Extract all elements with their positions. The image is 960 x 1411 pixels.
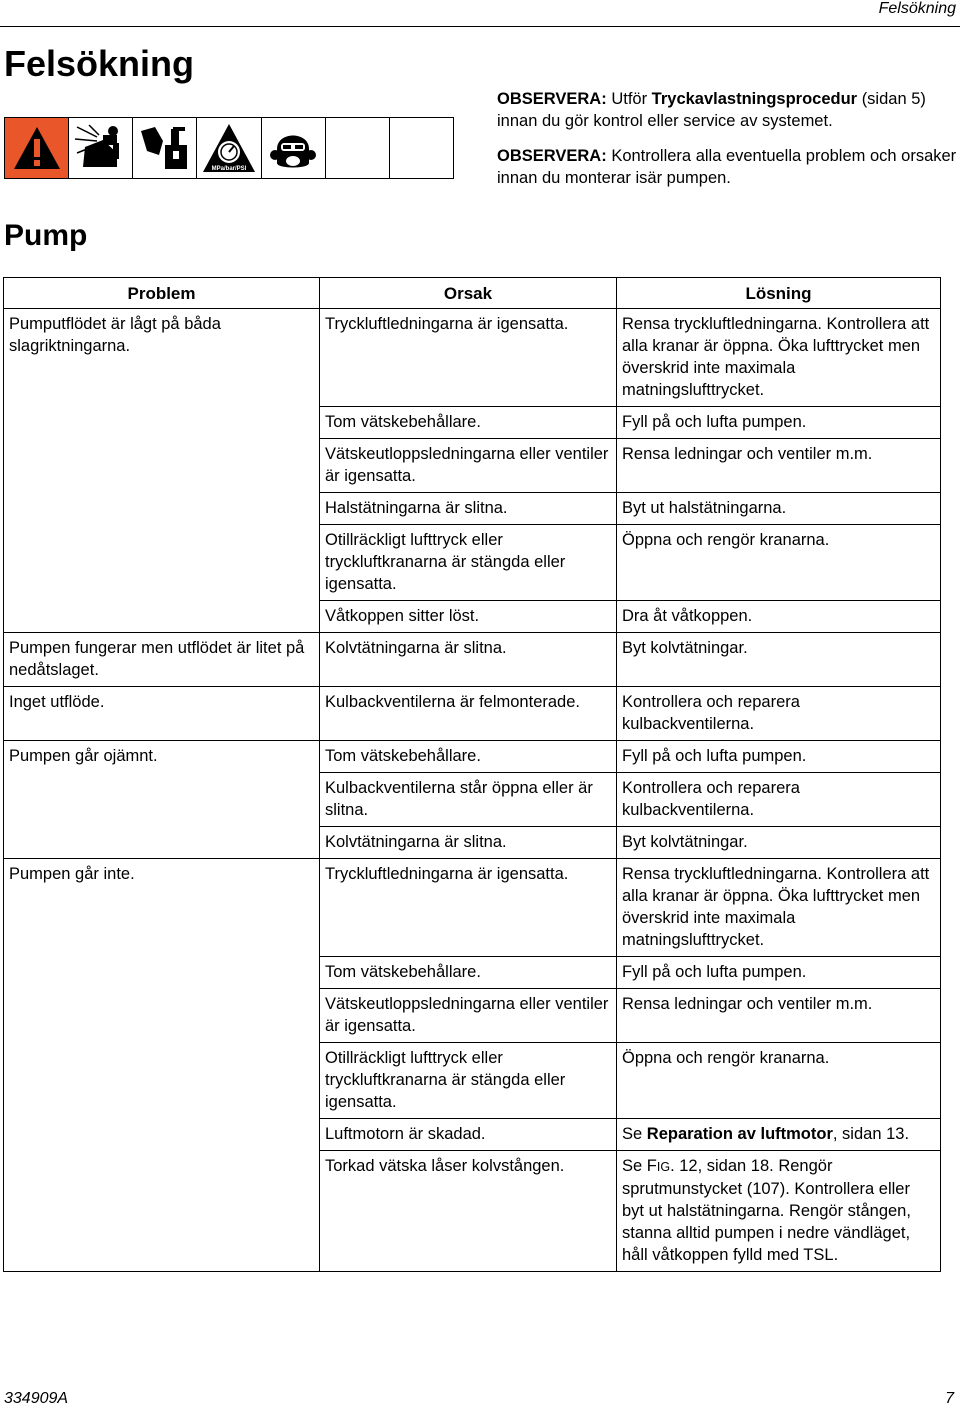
solution-cell: Fyll på och lufta pumpen. [617,407,941,439]
pressure-gauge-icon [197,118,261,178]
solution-cell [617,1151,941,1272]
cause-cell: Tryckluftledningarna är igensatta. [320,859,617,957]
cause-cell: Kolvtätningarna är slitna. [320,827,617,859]
footer-page-number: 7 [945,1390,954,1407]
pressure-units-label: MPa/bar/PSI [211,166,247,172]
note-1-bold: Tryckavlastningsprocedur [651,90,858,108]
cause-cell: Vätskeutloppsledningarna eller ventiler är igensatta. [320,439,617,493]
problem-cell: Pumputflödet är lågt på båda slagriktningarna. [4,309,320,407]
cause-cell: Våtkoppen sitter löst. [320,601,617,633]
cause-cell: Vätskeutloppsledningarna eller ventiler är igensatta. [320,989,617,1043]
problem-cell [4,493,320,525]
note-1 [497,88,957,132]
table-header-row [4,278,941,309]
problem-cell [4,601,320,633]
fig-ref-initial: F [646,1157,657,1175]
cause-cell: Tom vätskebehållare. [320,741,617,773]
header-solution: Lösning [617,278,941,309]
solution-post: . 12, sidan 18. Rengör sprutmunstycket (107). Kontrollera eller byt ut halstätningarna. Rengör stången, stanna alltid pumpen i nedre vändläget, håll våtkoppen fylld med TSL. [622,1157,911,1264]
solution-cell: Kontrollera och reparera kulbackventilerna. [617,687,941,741]
problem-cell [4,525,320,601]
table-row [4,957,941,989]
solution-cell [617,1119,941,1151]
blank-icon [326,118,390,178]
table-row [4,407,941,439]
cause-cell: Kulbackventilerna är felmonterade. [320,687,617,741]
warning-triangle-icon [5,118,69,178]
solution-cell: Rensa ledningar och ventiler m.m. [617,439,941,493]
table-row [4,859,941,957]
problem-cell: Inget utflöde. [4,687,320,741]
table-row [4,493,941,525]
problem-cell [4,407,320,439]
note-1-label: OBSERVERA: [497,90,607,108]
table-row [4,827,941,859]
cause-cell: Tom vätskebehållare. [320,407,617,439]
solution-cell: Dra åt våtkoppen. [617,601,941,633]
protective-gear-icon [262,118,326,178]
troubleshooting-table [3,277,941,1272]
problem-cell: Pumpen fungerar men utflödet är litet på nedåtslaget. [4,633,320,687]
table-row [4,633,941,687]
table-row [4,601,941,633]
footer-doc-number: 334909A [4,1390,69,1407]
solution-cell: Rensa ledningar och ventiler m.m. [617,989,941,1043]
note-1-pre: Utför [611,90,648,108]
table-row [4,1119,941,1151]
note-2-label: OBSERVERA: [497,147,607,165]
problem-cell [4,989,320,1043]
solution-cell: Rensa tryckluftledningarna. Kontrollera att alla kranar är öppna. Öka lufttrycket men överskrid inte maximala matningslufttrycket. [617,309,941,407]
table-row [4,773,941,827]
table-row [4,989,941,1043]
solution-cell: Öppna och rengör kranarna. [617,1043,941,1119]
table-row [4,1043,941,1119]
solution-post: , sidan 13. [832,1125,910,1143]
solution-pre: Se [622,1157,643,1175]
header-problem: Problem [4,278,320,309]
solution-cell: Kontrollera och reparera kulbackventilerna. [617,773,941,827]
warning-icon-strip [4,117,454,179]
problem-cell [4,773,320,827]
cause-cell: Kolvtätningarna är slitna. [320,633,617,687]
cause-cell: Otillräckligt lufttryck eller tryckluftkranarna är stängda eller igensatta. [320,525,617,601]
moving-parts-icon [133,118,197,178]
solution-cell: Fyll på och lufta pumpen. [617,957,941,989]
cause-cell: Otillräckligt lufttryck eller tryckluftkranarna är stängda eller igensatta. [320,1043,617,1119]
cause-cell: Kulbackventilerna står öppna eller är slitna. [320,773,617,827]
skin-injection-icon [69,118,133,178]
problem-cell: Pumpen går ojämnt. [4,741,320,773]
table-row [4,1151,941,1272]
fig-ref-rest: IG [656,1160,671,1174]
table-row [4,741,941,773]
cause-cell: Halstätningarna är slitna. [320,493,617,525]
cause-cell: Luftmotorn är skadad. [320,1119,617,1151]
header-cause: Orsak [320,278,617,309]
note-2 [497,145,957,189]
problem-cell [4,957,320,989]
table-row [4,439,941,493]
problem-cell [4,827,320,859]
problem-cell [4,439,320,493]
solution-cell: Rensa tryckluftledningarna. Kontrollera att alla kranar är öppna. Öka lufttrycket men överskrid inte maximala matningslufttrycket. [617,859,941,957]
note-2-text: Kontrollera alla eventuella problem och orsaker innan du monterar isär pumpen. [497,147,957,187]
table-row [4,525,941,601]
cause-cell: Tom vätskebehållare. [320,957,617,989]
solution-cell: Fyll på och lufta pumpen. [617,741,941,773]
header-rule [0,26,960,27]
problem-cell [4,1151,320,1272]
table-row [4,309,941,407]
header-section-label: Felsökning [878,0,956,17]
note-1-post: (sidan 5) innan du gör kontrol eller service av systemet. [497,90,926,130]
reparation-luftmotor-ref: Reparation av luftmotor [646,1125,833,1143]
blank-icon [390,118,453,178]
page-title: Felsökning [4,43,195,84]
problem-cell [4,1043,320,1119]
solution-cell: Byt kolvtätningar. [617,827,941,859]
section-title: Pump [4,219,88,252]
solution-cell: Byt ut halstätningarna. [617,493,941,525]
cause-cell: Torkad vätska låser kolvstången. [320,1151,617,1272]
notes [497,88,957,202]
solution-cell: Byt kolvtätningar. [617,633,941,687]
solution-cell: Öppna och rengör kranarna. [617,525,941,601]
problem-cell: Pumpen går inte. [4,859,320,957]
table-row [4,687,941,741]
problem-cell [4,1119,320,1151]
cause-cell: Tryckluftledningarna är igensatta. [320,309,617,407]
solution-pre: Se [622,1125,643,1143]
